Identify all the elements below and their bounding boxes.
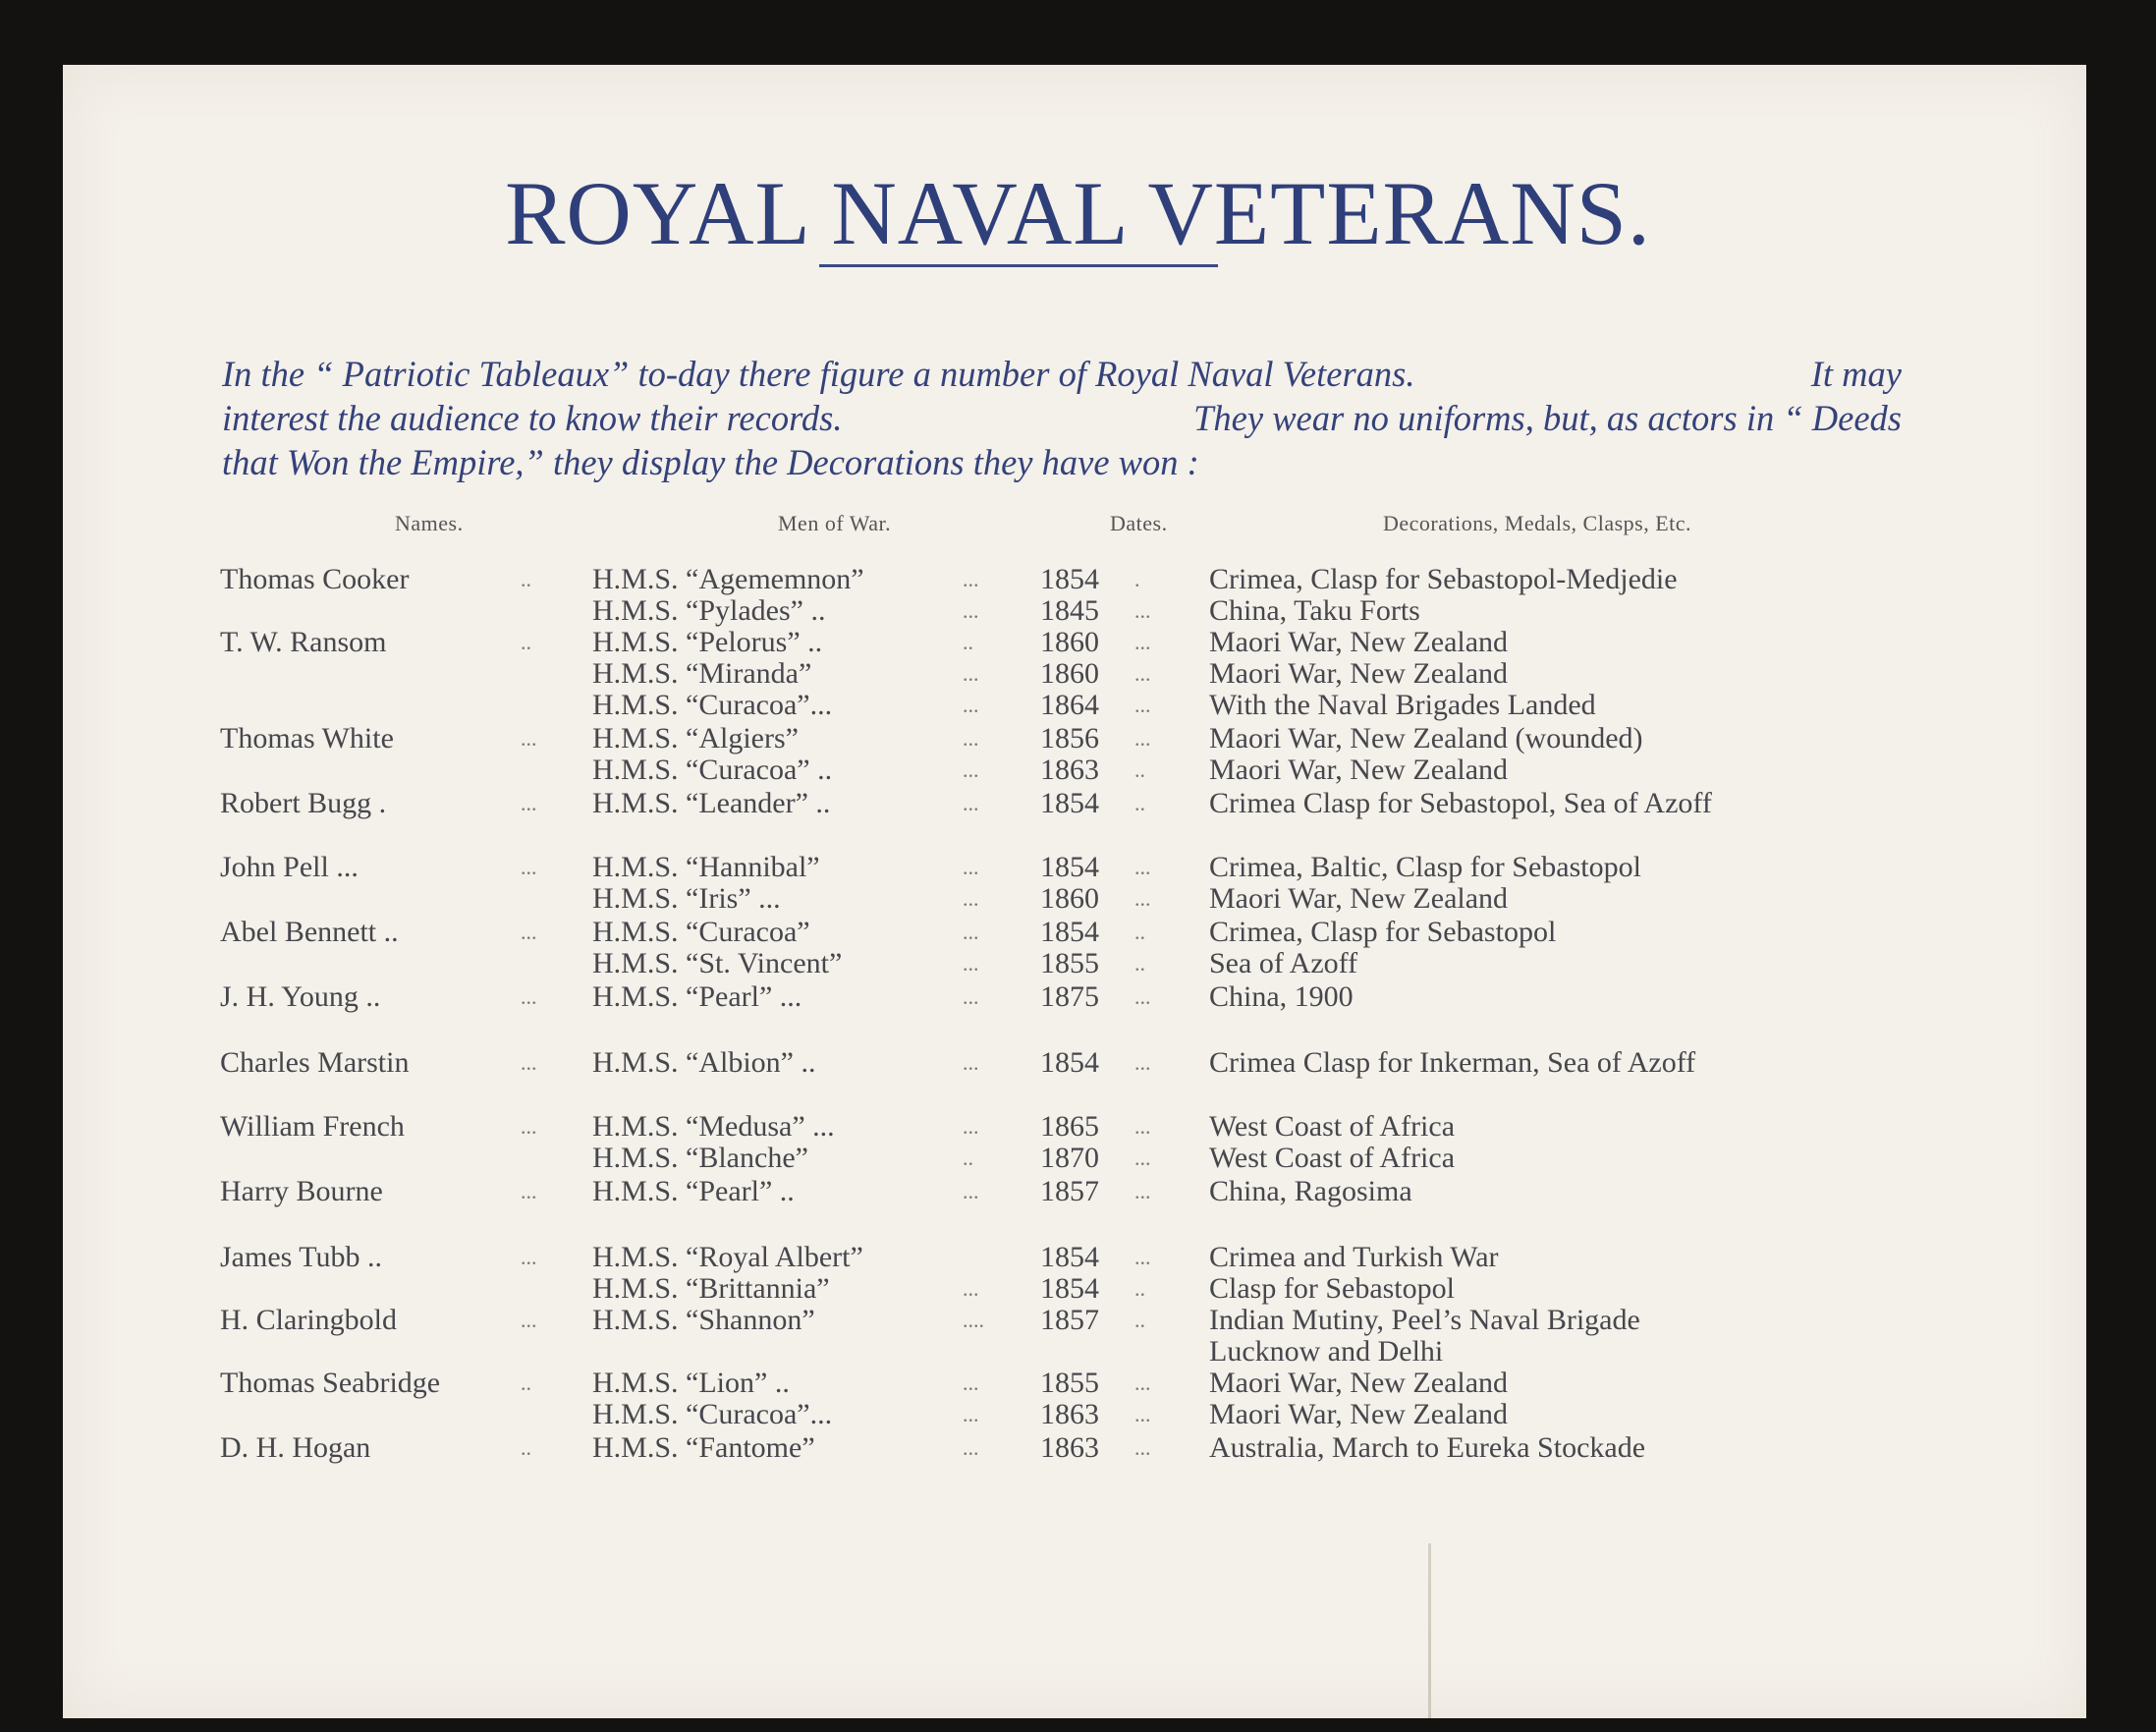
leader-dots: ... [1134, 1179, 1151, 1203]
service-date: 1856 [1040, 722, 1099, 754]
document-title: ROYAL NAVAL VETERANS. [505, 163, 1651, 263]
veteran-name: D. H. Hogan [220, 1431, 371, 1464]
leader-dots: .. [521, 567, 531, 591]
decoration-text: China, Ragosima [1209, 1175, 1412, 1207]
leader-dots: ... [521, 855, 537, 879]
decoration-text: Crimea and Turkish War [1209, 1241, 1499, 1273]
leader-dots: . [1134, 567, 1140, 591]
leader-dots: .. [1134, 920, 1145, 944]
leader-dots: ... [963, 661, 979, 686]
service-date: 1860 [1040, 657, 1099, 690]
decoration-text: Lucknow and Delhi [1209, 1335, 1444, 1368]
leader-dots: ... [1134, 1145, 1151, 1170]
table-row [0, 1273, 2156, 1305]
service-date: 1857 [1040, 1175, 1099, 1207]
service-date: 1854 [1040, 787, 1099, 819]
table-row [0, 948, 2156, 979]
table-row [0, 883, 2156, 915]
leader-dots: .. [1134, 951, 1145, 976]
intro-text: that Won the Empire,” they display the Decorations they have won : [222, 442, 1199, 482]
decoration-text: Maori War, New Zealand [1209, 1398, 1509, 1430]
service-date: 1863 [1040, 1398, 1099, 1430]
ship-name: H.M.S. “Curacoa” .. [592, 754, 833, 786]
ship-name: H.M.S. “Fantome” [592, 1431, 815, 1464]
leader-dots: ... [963, 920, 979, 944]
leader-dots: .. [963, 630, 973, 654]
decoration-text: China, 1900 [1209, 980, 1354, 1013]
service-date: 1857 [1040, 1304, 1099, 1336]
service-date: 1854 [1040, 851, 1099, 883]
service-date: 1860 [1040, 626, 1099, 658]
ship-name: H.M.S. “Algiers” [592, 722, 799, 754]
decoration-text: With the Naval Brigades Landed [1209, 689, 1596, 721]
veteran-name: H. Claringbold [220, 1304, 397, 1336]
veteran-name: Harry Bourne [220, 1175, 383, 1207]
leader-dots: ... [1134, 1050, 1151, 1075]
leader-dots: ... [1134, 1370, 1151, 1395]
decoration-text: Sea of Azoff [1209, 947, 1358, 979]
veteran-name: T. W. Ransom [220, 626, 387, 658]
column-header-ships: Men of War. [778, 511, 892, 535]
service-date: 1865 [1040, 1110, 1099, 1143]
table-row [0, 1242, 2156, 1273]
service-date: 1854 [1040, 1046, 1099, 1079]
decoration-text: Maori War, New Zealand [1209, 657, 1509, 690]
leader-dots: ... [963, 1435, 979, 1460]
ship-name: H.M.S. “Curacoa”... [592, 689, 833, 721]
decoration-text: West Coast of Africa [1209, 1142, 1456, 1174]
table-row [0, 1399, 2156, 1430]
table-row [0, 595, 2156, 627]
leader-dots: ... [963, 726, 979, 751]
leader-dots: .. [521, 1435, 531, 1460]
leader-dots: ... [521, 1245, 537, 1269]
ship-name: H.M.S. “Pelorus” .. [592, 626, 823, 658]
leader-dots: ... [521, 791, 537, 815]
leader-dots: ... [1134, 984, 1151, 1009]
decoration-text: West Coast of Africa [1209, 1110, 1456, 1143]
leader-dots: ... [521, 984, 537, 1009]
table-row [0, 1143, 2156, 1174]
veteran-name: Abel Bennett .. [220, 916, 399, 948]
leader-dots: ... [1134, 1435, 1151, 1460]
table-row [0, 627, 2156, 658]
leader-dots: ... [521, 1308, 537, 1332]
table-row [0, 1047, 2156, 1079]
leader-dots: ... [521, 920, 537, 944]
decoration-text: Crimea, Clasp for Sebastopol-Medjedie [1209, 563, 1678, 595]
ship-name: H.M.S. “Agememnon” [592, 563, 864, 595]
service-date: 1845 [1040, 594, 1099, 627]
veteran-name: Thomas Cooker [220, 563, 410, 595]
ship-name: H.M.S. “St. Vincent” [592, 947, 843, 979]
leader-dots: ... [963, 693, 979, 717]
table-row [0, 1176, 2156, 1207]
leader-dots: .. [1134, 791, 1145, 815]
table-row [0, 658, 2156, 690]
service-date: 1855 [1040, 1367, 1099, 1399]
leader-dots: ... [963, 984, 979, 1009]
leader-dots: .. [1134, 1308, 1145, 1332]
decoration-text: Maori War, New Zealand [1209, 754, 1509, 786]
decoration-text: Crimea, Clasp for Sebastopol [1209, 916, 1557, 948]
leader-dots: ... [963, 1402, 979, 1426]
leader-dots: ... [1134, 855, 1151, 879]
table-row [0, 564, 2156, 595]
service-date: 1863 [1040, 754, 1099, 786]
table-row [0, 917, 2156, 948]
decoration-text: Maori War, New Zealand [1209, 882, 1509, 915]
table-row [0, 754, 2156, 786]
table-row [0, 723, 2156, 754]
leader-dots: ... [521, 726, 537, 751]
decoration-text: China, Taku Forts [1209, 594, 1420, 627]
ship-name: H.M.S. “Pylades” .. [592, 594, 826, 627]
ship-name: H.M.S. “Albion” .. [592, 1046, 816, 1079]
ship-name: H.M.S. “Lion” .. [592, 1367, 790, 1399]
ship-name: H.M.S. “Medusa” ... [592, 1110, 835, 1143]
service-date: 1854 [1040, 563, 1099, 595]
leader-dots: ... [963, 1050, 979, 1075]
service-date: 1855 [1040, 947, 1099, 979]
leader-dots: ... [1134, 886, 1151, 911]
table-row [0, 852, 2156, 883]
leader-dots: ... [963, 791, 979, 815]
leader-dots: ... [963, 1276, 979, 1301]
leader-dots: ... [963, 855, 979, 879]
leader-dots: ... [963, 757, 979, 782]
intro-text: It may [1810, 354, 1902, 394]
veteran-name: James Tubb .. [220, 1241, 383, 1273]
ship-name: H.M.S. “Curacoa”... [592, 1398, 833, 1430]
leader-dots: ... [963, 598, 979, 623]
veteran-name: Thomas Seabridge [220, 1367, 441, 1399]
leader-dots: .. [521, 1370, 531, 1395]
leader-dots: ... [1134, 1402, 1151, 1426]
ship-name: H.M.S. “Miranda” [592, 657, 812, 690]
service-date: 1854 [1040, 1272, 1099, 1305]
table-row [0, 1305, 2156, 1336]
decoration-text: Clasp for Sebastopol [1209, 1272, 1455, 1305]
leader-dots: ... [521, 1050, 537, 1075]
ship-name: H.M.S. “Royal Albert” [592, 1241, 863, 1273]
leader-dots: ... [963, 1114, 979, 1139]
leader-dots: ... [1134, 1114, 1151, 1139]
service-date: 1863 [1040, 1431, 1099, 1464]
column-header-names: Names. [395, 511, 464, 535]
leader-dots: ... [1134, 693, 1151, 717]
service-date: 1864 [1040, 689, 1099, 721]
leader-dots: ... [1134, 661, 1151, 686]
leader-dots: ... [1134, 598, 1151, 623]
leader-dots: .. [1134, 757, 1145, 782]
leader-dots: ... [963, 1370, 979, 1395]
table-row [0, 981, 2156, 1013]
ship-name: H.M.S. “Brittannia” [592, 1272, 830, 1305]
ship-name: H.M.S. “Curacoa” [592, 916, 810, 948]
leader-dots: .... [963, 1308, 984, 1332]
leader-dots: ... [963, 951, 979, 976]
leader-dots: ... [1134, 1245, 1151, 1269]
ship-name: H.M.S. “Pearl” .. [592, 1175, 795, 1207]
ship-name: H.M.S. “Hannibal” [592, 851, 820, 883]
decoration-text: Maori War, New Zealand (wounded) [1209, 722, 1643, 754]
decoration-text: Australia, March to Eureka Stockade [1209, 1431, 1646, 1464]
service-date: 1854 [1040, 916, 1099, 948]
service-date: 1860 [1040, 882, 1099, 915]
ship-name: H.M.S. “Shannon” [592, 1304, 815, 1336]
leader-dots: .. [963, 1145, 973, 1170]
veteran-name: William French [220, 1110, 405, 1143]
service-date: 1870 [1040, 1142, 1099, 1174]
decoration-text: Indian Mutiny, Peel’s Naval Brigade [1209, 1304, 1640, 1336]
intro-text: In the “ Patriotic Tableaux” to-day there figure a number of Royal Naval Veterans. [222, 354, 1415, 394]
ship-name: H.M.S. “Iris” ... [592, 882, 781, 915]
veteran-name: John Pell ... [220, 851, 359, 883]
service-date: 1854 [1040, 1241, 1099, 1273]
leader-dots: ... [963, 886, 979, 911]
decoration-text: Maori War, New Zealand [1209, 626, 1509, 658]
leader-dots: ... [1134, 726, 1151, 751]
decoration-text: Crimea Clasp for Sebastopol, Sea of Azoff [1209, 787, 1712, 819]
veteran-name: Robert Bugg . [220, 787, 387, 819]
ship-name: H.M.S. “Blanche” [592, 1142, 808, 1174]
table-row [0, 1432, 2156, 1464]
table-row [0, 1111, 2156, 1143]
decoration-text: Crimea, Baltic, Clasp for Sebastopol [1209, 851, 1641, 883]
column-header-decorations: Decorations, Medals, Clasps, Etc. [1383, 511, 1692, 535]
veteran-name: Thomas White [220, 722, 394, 754]
table-row [0, 1336, 2156, 1368]
table-row [0, 1368, 2156, 1399]
column-header-dates: Dates. [1110, 511, 1168, 535]
intro-text: interest the audience to know their records. [222, 398, 843, 438]
leader-dots: ... [1134, 630, 1151, 654]
veteran-name: J. H. Young .. [220, 980, 381, 1013]
leader-dots: ... [963, 1179, 979, 1203]
leader-dots: .. [521, 630, 531, 654]
table-row [0, 788, 2156, 819]
leader-dots: ... [963, 567, 979, 591]
leader-dots: .. [1134, 1276, 1145, 1301]
leader-dots: ... [521, 1114, 537, 1139]
decoration-text: Crimea Clasp for Inkerman, Sea of Azoff [1209, 1046, 1696, 1079]
table-row [0, 690, 2156, 721]
intro-text: They wear no uniforms, but, as actors in “ Deeds [1193, 398, 1902, 438]
leader-dots: ... [521, 1179, 537, 1203]
ship-name: H.M.S. “Pearl” ... [592, 980, 802, 1013]
service-date: 1875 [1040, 980, 1099, 1013]
ship-name: H.M.S. “Leander” .. [592, 787, 831, 819]
veteran-name: Charles Marstin [220, 1046, 410, 1079]
decoration-text: Maori War, New Zealand [1209, 1367, 1509, 1399]
